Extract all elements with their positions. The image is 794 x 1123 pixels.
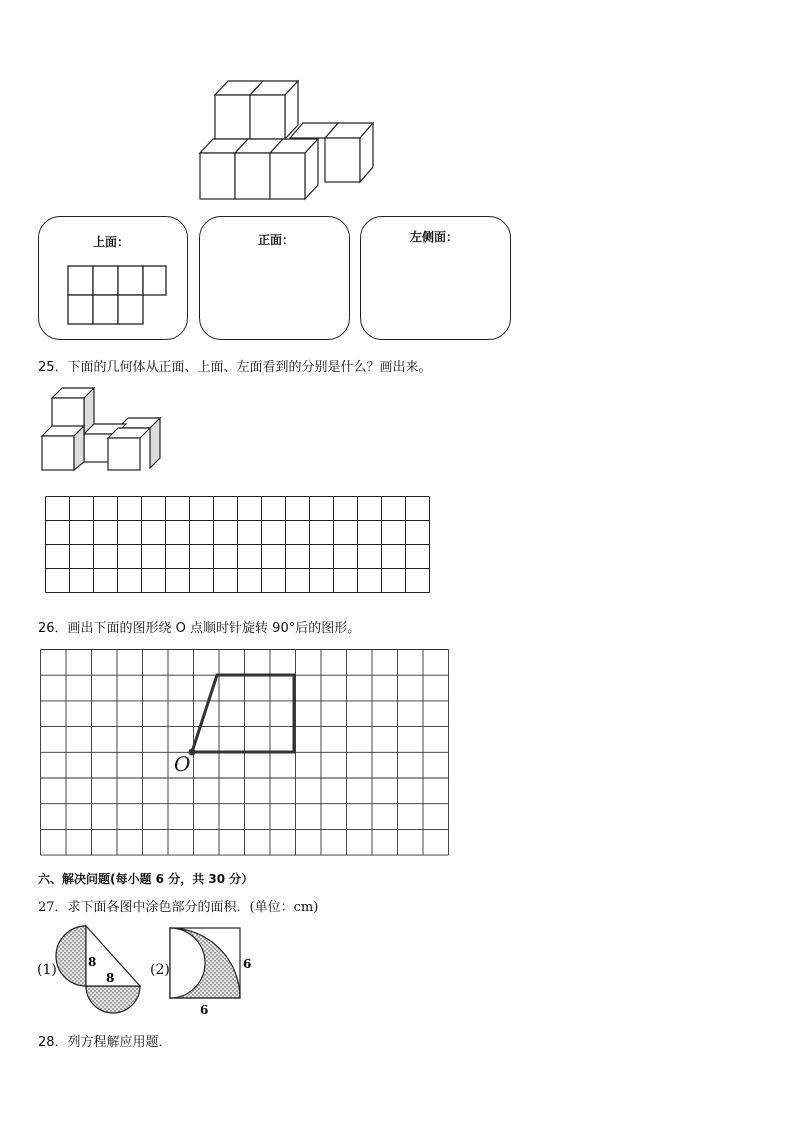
figure-2-dim-side: 6 <box>243 957 252 971</box>
question-27 <box>38 896 318 915</box>
question-26-number: 26． <box>38 621 68 636</box>
question-26 <box>38 617 360 636</box>
top-view-grid <box>68 266 168 326</box>
cube-stack-figure-small <box>40 384 165 474</box>
cube-stack-figure-large <box>195 75 380 205</box>
question-28-text: 列方程解应用题． <box>67 1035 172 1050</box>
question-25-text: 下面的几何体从正面、上面、左面看到的分别是什么？画出来。 <box>67 360 432 375</box>
figure-2-dim-bottom: 6 <box>200 1003 209 1017</box>
front-view-panel[interactable] <box>199 216 350 340</box>
section-6-heading: 六、解决问题(每小题 6 分，共 30 分） <box>38 872 254 886</box>
question-27-text: 求下面各图中涂色部分的面积．(单位：cm) <box>67 900 319 915</box>
figure-2-label: (2) <box>150 962 170 978</box>
top-view-panel <box>38 216 188 340</box>
question-26-text: 画出下面的图形绕 O 点顺时针旋转 90°后的图形。 <box>67 621 361 636</box>
left-view-label: 左侧面： <box>410 230 459 244</box>
front-view-label: 正面： <box>258 233 295 247</box>
question-27-number: 27． <box>38 900 68 915</box>
figure-1-shaded-semicircles <box>56 924 148 1016</box>
question-28-number: 28． <box>38 1035 68 1050</box>
question-25-number: 25． <box>38 360 68 375</box>
question-28 <box>38 1031 172 1050</box>
figure-2-square-arcs <box>168 926 260 1018</box>
top-view-label: 上面： <box>93 235 130 249</box>
rotation-grid-26[interactable] <box>40 649 448 856</box>
figure-1-dim-a: 8 <box>88 955 97 969</box>
left-view-panel[interactable] <box>360 216 511 340</box>
point-o-label: O <box>174 752 191 776</box>
trapezoid-shape <box>192 675 294 752</box>
answer-grid-25[interactable] <box>45 496 431 594</box>
figure-1-label: (1) <box>37 962 57 978</box>
question-25 <box>38 356 432 375</box>
figure-1-dim-b: 8 <box>106 971 115 985</box>
